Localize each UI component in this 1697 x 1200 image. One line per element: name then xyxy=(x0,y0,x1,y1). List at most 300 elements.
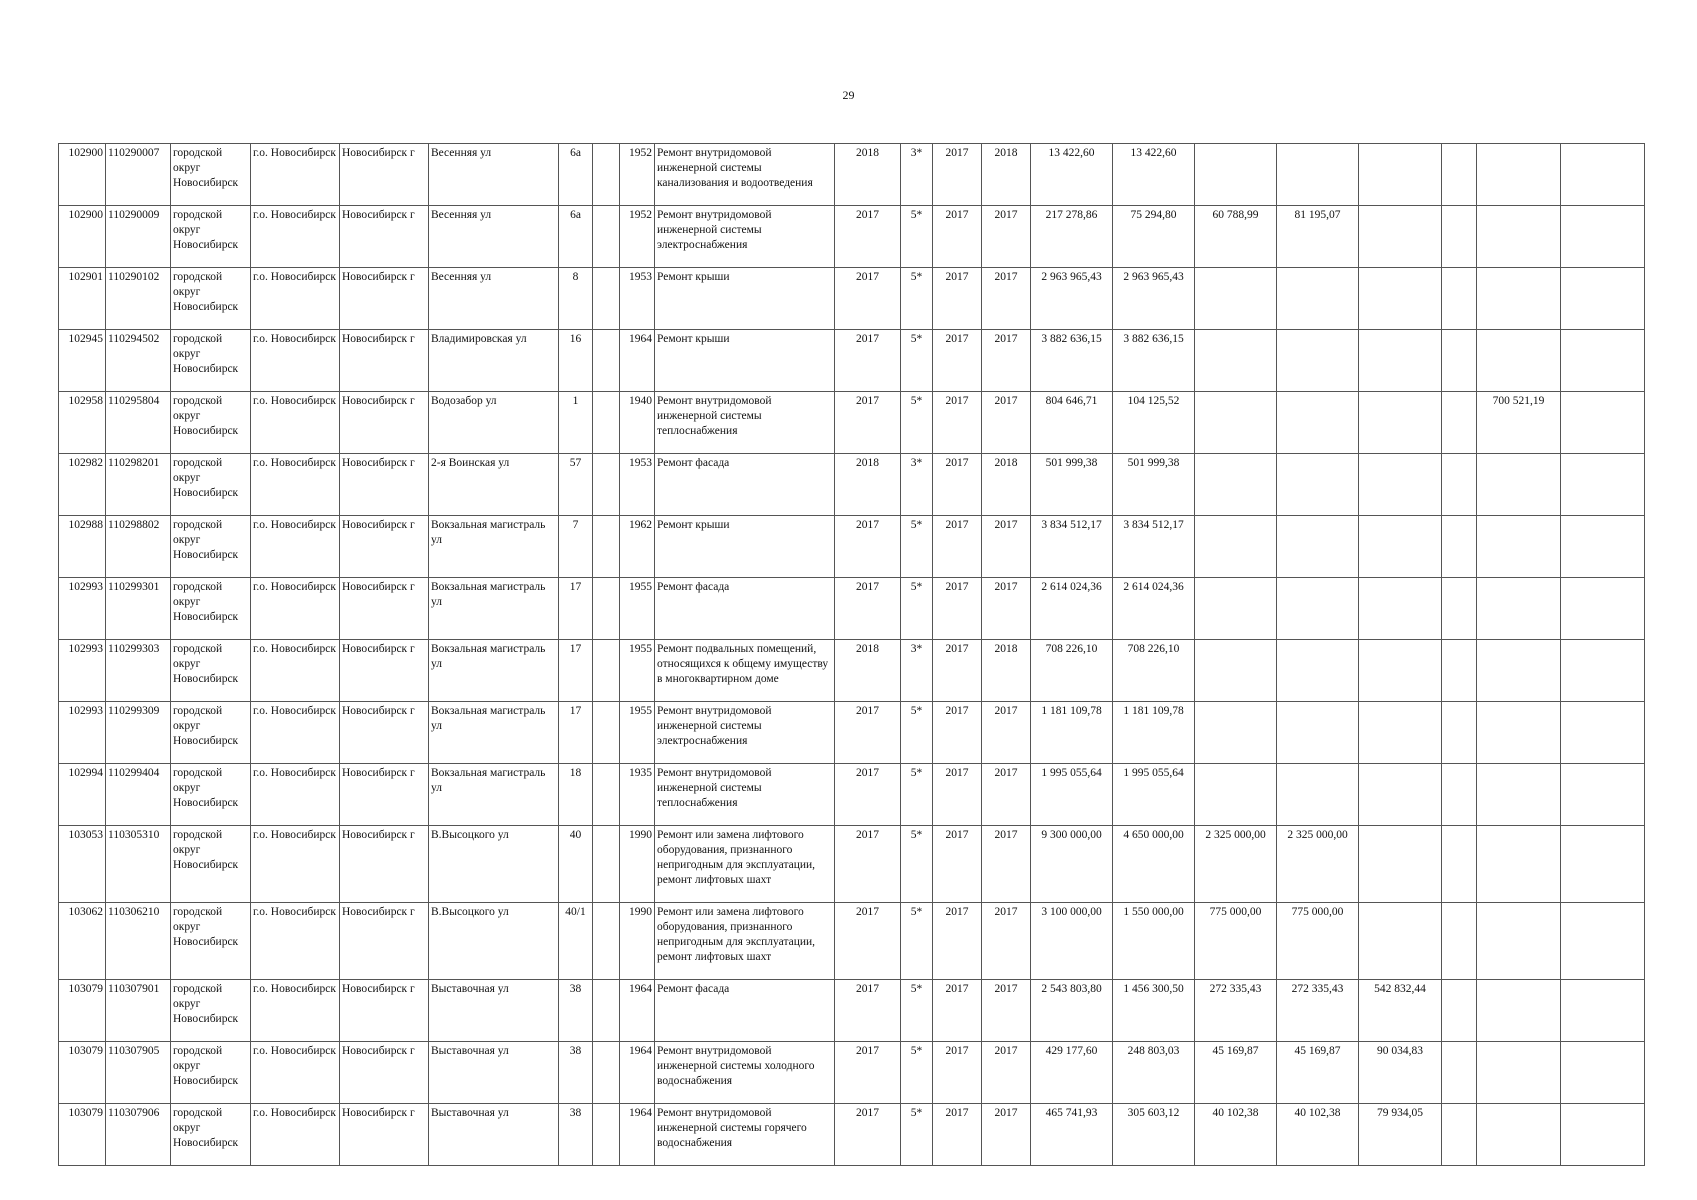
regional-amount-cell xyxy=(1277,764,1359,826)
owners-amount-cell xyxy=(1477,826,1561,903)
fund-amount-cell: 2 963 965,43 xyxy=(1113,268,1195,330)
period-start-cell: 2017 xyxy=(933,764,982,826)
urban-district-cell: г.о. Новосибирск xyxy=(251,980,340,1042)
build-year-cell: 1964 xyxy=(620,330,655,392)
settlement-cell: Новосибирск г xyxy=(340,980,429,1042)
total-cost-cell: 2 543 803,80 xyxy=(1031,980,1113,1042)
period-end-cell: 2017 xyxy=(982,1042,1031,1104)
period-end-cell: 2017 xyxy=(982,392,1031,454)
building-cell xyxy=(593,640,620,702)
work-code-cell: 110307906 xyxy=(106,1104,171,1166)
work-code-cell: 110290102 xyxy=(106,268,171,330)
house-number-cell: 17 xyxy=(559,640,593,702)
work-type-cell: Ремонт внутридомовой инженерной системы канализования и водоотведения xyxy=(655,144,835,206)
work-type-cell: Ремонт подвальных помещений, относящихся к общему имуществу в многоквартирном доме xyxy=(655,640,835,702)
settlement-cell: Новосибирск г xyxy=(340,826,429,903)
street-cell: Вокзальная магистраль ул xyxy=(429,640,559,702)
municipal-district-cell: городской округ Новосибирск xyxy=(171,578,251,640)
total-cost-cell: 3 834 512,17 xyxy=(1031,516,1113,578)
federal-amount-cell: 60 788,99 xyxy=(1195,206,1277,268)
federal-amount-cell xyxy=(1195,702,1277,764)
building-cell xyxy=(593,1042,620,1104)
house-code-cell: 103079 xyxy=(59,1042,106,1104)
street-cell: Вокзальная магистраль ул xyxy=(429,578,559,640)
house-number-cell: 40 xyxy=(559,826,593,903)
build-year-cell: 1964 xyxy=(620,1104,655,1166)
extra-amount-cell xyxy=(1442,206,1477,268)
extra-amount-cell xyxy=(1442,392,1477,454)
municipal-district-cell: городской округ Новосибирск xyxy=(171,144,251,206)
municipal-district-cell: городской округ Новосибирск xyxy=(171,268,251,330)
priority-cell: 5* xyxy=(901,702,933,764)
municipal-district-cell: городской округ Новосибирск xyxy=(171,640,251,702)
municipal-district-cell: городской округ Новосибирск xyxy=(171,903,251,980)
urban-district-cell: г.о. Новосибирск xyxy=(251,330,340,392)
house-code-cell: 103079 xyxy=(59,1104,106,1166)
period-start-cell: 2017 xyxy=(933,330,982,392)
local-amount-cell xyxy=(1359,454,1442,516)
building-cell xyxy=(593,206,620,268)
local-amount-cell xyxy=(1359,640,1442,702)
settlement-cell: Новосибирск г xyxy=(340,268,429,330)
settlement-cell: Новосибирск г xyxy=(340,640,429,702)
table-row xyxy=(59,702,1645,764)
total-cost-cell: 9 300 000,00 xyxy=(1031,826,1113,903)
period-end-cell: 2017 xyxy=(982,206,1031,268)
work-code-cell: 110299303 xyxy=(106,640,171,702)
street-cell: Вокзальная магистраль ул xyxy=(429,764,559,826)
period-start-cell: 2017 xyxy=(933,392,982,454)
plan-year-cell: 2017 xyxy=(835,516,901,578)
local-amount-cell xyxy=(1359,268,1442,330)
table-row xyxy=(59,903,1645,980)
extra-amount-cell xyxy=(1442,903,1477,980)
house-number-cell: 16 xyxy=(559,330,593,392)
other-amount-cell xyxy=(1561,206,1645,268)
fund-amount-cell: 305 603,12 xyxy=(1113,1104,1195,1166)
municipal-district-cell: городской округ Новосибирск xyxy=(171,826,251,903)
regional-amount-cell xyxy=(1277,330,1359,392)
regional-amount-cell xyxy=(1277,454,1359,516)
plan-year-cell: 2017 xyxy=(835,702,901,764)
extra-amount-cell xyxy=(1442,980,1477,1042)
building-cell xyxy=(593,980,620,1042)
house-number-cell: 57 xyxy=(559,454,593,516)
work-type-cell: Ремонт внутридомовой инженерной системы электроснабжения xyxy=(655,206,835,268)
table-row xyxy=(59,1104,1645,1166)
house-number-cell: 18 xyxy=(559,764,593,826)
regional-amount-cell: 272 335,43 xyxy=(1277,980,1359,1042)
federal-amount-cell xyxy=(1195,144,1277,206)
work-type-cell: Ремонт фасада xyxy=(655,980,835,1042)
work-code-cell: 110294502 xyxy=(106,330,171,392)
plan-year-cell: 2017 xyxy=(835,764,901,826)
priority-cell: 5* xyxy=(901,903,933,980)
regional-amount-cell: 45 169,87 xyxy=(1277,1042,1359,1104)
settlement-cell: Новосибирск г xyxy=(340,764,429,826)
priority-cell: 3* xyxy=(901,144,933,206)
federal-amount-cell xyxy=(1195,392,1277,454)
regional-amount-cell: 81 195,07 xyxy=(1277,206,1359,268)
local-amount-cell xyxy=(1359,826,1442,903)
owners-amount-cell: 700 521,19 xyxy=(1477,392,1561,454)
house-code-cell: 102993 xyxy=(59,702,106,764)
period-start-cell: 2017 xyxy=(933,1104,982,1166)
settlement-cell: Новосибирск г xyxy=(340,1104,429,1166)
owners-amount-cell xyxy=(1477,268,1561,330)
street-cell: Выставочная ул xyxy=(429,980,559,1042)
fund-amount-cell: 13 422,60 xyxy=(1113,144,1195,206)
extra-amount-cell xyxy=(1442,454,1477,516)
street-cell: Владимировская ул xyxy=(429,330,559,392)
settlement-cell: Новосибирск г xyxy=(340,454,429,516)
period-end-cell: 2017 xyxy=(982,330,1031,392)
fund-amount-cell: 1 456 300,50 xyxy=(1113,980,1195,1042)
plan-year-cell: 2017 xyxy=(835,1042,901,1104)
owners-amount-cell xyxy=(1477,516,1561,578)
priority-cell: 5* xyxy=(901,1104,933,1166)
plan-year-cell: 2017 xyxy=(835,578,901,640)
regional-amount-cell xyxy=(1277,392,1359,454)
other-amount-cell xyxy=(1561,826,1645,903)
settlement-cell: Новосибирск г xyxy=(340,330,429,392)
house-number-cell: 6а xyxy=(559,206,593,268)
period-start-cell: 2017 xyxy=(933,454,982,516)
work-code-cell: 110307901 xyxy=(106,980,171,1042)
street-cell: Вокзальная магистраль ул xyxy=(429,702,559,764)
local-amount-cell xyxy=(1359,903,1442,980)
street-cell: Весенняя ул xyxy=(429,268,559,330)
settlement-cell: Новосибирск г xyxy=(340,206,429,268)
federal-amount-cell xyxy=(1195,764,1277,826)
total-cost-cell: 13 422,60 xyxy=(1031,144,1113,206)
municipal-district-cell: городской округ Новосибирск xyxy=(171,392,251,454)
fund-amount-cell: 1 550 000,00 xyxy=(1113,903,1195,980)
extra-amount-cell xyxy=(1442,640,1477,702)
house-number-cell: 38 xyxy=(559,1104,593,1166)
building-cell xyxy=(593,826,620,903)
work-type-cell: Ремонт внутридомовой инженерной системы теплоснабжения xyxy=(655,764,835,826)
total-cost-cell: 3 100 000,00 xyxy=(1031,903,1113,980)
building-cell xyxy=(593,1104,620,1166)
plan-year-cell: 2017 xyxy=(835,330,901,392)
plan-year-cell: 2017 xyxy=(835,392,901,454)
work-type-cell: Ремонт крыши xyxy=(655,268,835,330)
period-start-cell: 2017 xyxy=(933,516,982,578)
house-code-cell: 102993 xyxy=(59,578,106,640)
fund-amount-cell: 1 181 109,78 xyxy=(1113,702,1195,764)
settlement-cell: Новосибирск г xyxy=(340,516,429,578)
period-end-cell: 2017 xyxy=(982,903,1031,980)
building-cell xyxy=(593,702,620,764)
total-cost-cell: 501 999,38 xyxy=(1031,454,1113,516)
table-row xyxy=(59,206,1645,268)
house-number-cell: 38 xyxy=(559,980,593,1042)
build-year-cell: 1952 xyxy=(620,144,655,206)
period-end-cell: 2017 xyxy=(982,764,1031,826)
build-year-cell: 1955 xyxy=(620,640,655,702)
period-start-cell: 2017 xyxy=(933,826,982,903)
urban-district-cell: г.о. Новосибирск xyxy=(251,640,340,702)
table-row xyxy=(59,1042,1645,1104)
municipal-district-cell: городской округ Новосибирск xyxy=(171,206,251,268)
table-row xyxy=(59,268,1645,330)
local-amount-cell xyxy=(1359,764,1442,826)
fund-amount-cell: 2 614 024,36 xyxy=(1113,578,1195,640)
other-amount-cell xyxy=(1561,268,1645,330)
street-cell: Весенняя ул xyxy=(429,206,559,268)
municipal-district-cell: городской округ Новосибирск xyxy=(171,1042,251,1104)
settlement-cell: Новосибирск г xyxy=(340,392,429,454)
building-cell xyxy=(593,578,620,640)
local-amount-cell xyxy=(1359,516,1442,578)
work-type-cell: Ремонт фасада xyxy=(655,454,835,516)
build-year-cell: 1953 xyxy=(620,454,655,516)
house-code-cell: 102988 xyxy=(59,516,106,578)
municipal-district-cell: городской округ Новосибирск xyxy=(171,980,251,1042)
settlement-cell: Новосибирск г xyxy=(340,144,429,206)
table-row xyxy=(59,144,1645,206)
table-row xyxy=(59,392,1645,454)
period-start-cell: 2017 xyxy=(933,980,982,1042)
total-cost-cell: 804 646,71 xyxy=(1031,392,1113,454)
build-year-cell: 1953 xyxy=(620,268,655,330)
building-cell xyxy=(593,268,620,330)
work-type-cell: Ремонт внутридомовой инженерной системы теплоснабжения xyxy=(655,392,835,454)
urban-district-cell: г.о. Новосибирск xyxy=(251,702,340,764)
regional-amount-cell: 40 102,38 xyxy=(1277,1104,1359,1166)
urban-district-cell: г.о. Новосибирск xyxy=(251,1042,340,1104)
owners-amount-cell xyxy=(1477,144,1561,206)
priority-cell: 3* xyxy=(901,640,933,702)
urban-district-cell: г.о. Новосибирск xyxy=(251,516,340,578)
fund-amount-cell: 248 803,03 xyxy=(1113,1042,1195,1104)
municipal-district-cell: городской округ Новосибирск xyxy=(171,764,251,826)
total-cost-cell: 2 963 965,43 xyxy=(1031,268,1113,330)
plan-year-cell: 2017 xyxy=(835,826,901,903)
other-amount-cell xyxy=(1561,702,1645,764)
regional-amount-cell xyxy=(1277,578,1359,640)
federal-amount-cell xyxy=(1195,268,1277,330)
build-year-cell: 1955 xyxy=(620,702,655,764)
street-cell: Водозабор ул xyxy=(429,392,559,454)
house-number-cell: 6а xyxy=(559,144,593,206)
urban-district-cell: г.о. Новосибирск xyxy=(251,206,340,268)
other-amount-cell xyxy=(1561,516,1645,578)
period-start-cell: 2017 xyxy=(933,268,982,330)
urban-district-cell: г.о. Новосибирск xyxy=(251,903,340,980)
municipal-district-cell: городской округ Новосибирск xyxy=(171,454,251,516)
build-year-cell: 1964 xyxy=(620,980,655,1042)
plan-year-cell: 2017 xyxy=(835,1104,901,1166)
settlement-cell: Новосибирск г xyxy=(340,1042,429,1104)
priority-cell: 5* xyxy=(901,330,933,392)
priority-cell: 5* xyxy=(901,392,933,454)
federal-amount-cell: 2 325 000,00 xyxy=(1195,826,1277,903)
work-type-cell: Ремонт или замена лифтового оборудования, признанного непригодным для эксплуатации, ремонт лифтовых шахт xyxy=(655,826,835,903)
owners-amount-cell xyxy=(1477,578,1561,640)
house-code-cell: 103079 xyxy=(59,980,106,1042)
fund-amount-cell: 75 294,80 xyxy=(1113,206,1195,268)
municipal-district-cell: городской округ Новосибирск xyxy=(171,330,251,392)
federal-amount-cell: 272 335,43 xyxy=(1195,980,1277,1042)
other-amount-cell xyxy=(1561,330,1645,392)
other-amount-cell xyxy=(1561,764,1645,826)
total-cost-cell: 708 226,10 xyxy=(1031,640,1113,702)
total-cost-cell: 429 177,60 xyxy=(1031,1042,1113,1104)
owners-amount-cell xyxy=(1477,640,1561,702)
house-number-cell: 40/1 xyxy=(559,903,593,980)
period-end-cell: 2017 xyxy=(982,578,1031,640)
regional-amount-cell: 2 325 000,00 xyxy=(1277,826,1359,903)
street-cell: В.Высоцкого ул xyxy=(429,903,559,980)
urban-district-cell: г.о. Новосибирск xyxy=(251,578,340,640)
urban-district-cell: г.о. Новосибирск xyxy=(251,392,340,454)
work-code-cell: 110307905 xyxy=(106,1042,171,1104)
work-code-cell: 110305310 xyxy=(106,826,171,903)
house-code-cell: 102958 xyxy=(59,392,106,454)
period-start-cell: 2017 xyxy=(933,578,982,640)
extra-amount-cell xyxy=(1442,826,1477,903)
fund-amount-cell: 501 999,38 xyxy=(1113,454,1195,516)
building-cell xyxy=(593,516,620,578)
owners-amount-cell xyxy=(1477,764,1561,826)
period-start-cell: 2017 xyxy=(933,702,982,764)
total-cost-cell: 465 741,93 xyxy=(1031,1104,1113,1166)
extra-amount-cell xyxy=(1442,268,1477,330)
local-amount-cell xyxy=(1359,702,1442,764)
other-amount-cell xyxy=(1561,980,1645,1042)
table-row xyxy=(59,516,1645,578)
plan-year-cell: 2018 xyxy=(835,640,901,702)
build-year-cell: 1952 xyxy=(620,206,655,268)
house-number-cell: 8 xyxy=(559,268,593,330)
street-cell: В.Высоцкого ул xyxy=(429,826,559,903)
total-cost-cell: 2 614 024,36 xyxy=(1031,578,1113,640)
other-amount-cell xyxy=(1561,1104,1645,1166)
fund-amount-cell: 3 882 636,15 xyxy=(1113,330,1195,392)
build-year-cell: 1990 xyxy=(620,903,655,980)
table-row xyxy=(59,330,1645,392)
federal-amount-cell: 45 169,87 xyxy=(1195,1042,1277,1104)
build-year-cell: 1990 xyxy=(620,826,655,903)
table-row xyxy=(59,826,1645,903)
settlement-cell: Новосибирск г xyxy=(340,578,429,640)
period-end-cell: 2017 xyxy=(982,980,1031,1042)
period-end-cell: 2018 xyxy=(982,144,1031,206)
house-code-cell: 102945 xyxy=(59,330,106,392)
work-type-cell: Ремонт крыши xyxy=(655,330,835,392)
regional-amount-cell xyxy=(1277,268,1359,330)
total-cost-cell: 1 181 109,78 xyxy=(1031,702,1113,764)
work-type-cell: Ремонт или замена лифтового оборудования, признанного непригодным для эксплуатации, ремонт лифтовых шахт xyxy=(655,903,835,980)
priority-cell: 5* xyxy=(901,268,933,330)
extra-amount-cell xyxy=(1442,764,1477,826)
work-code-cell: 110298201 xyxy=(106,454,171,516)
other-amount-cell xyxy=(1561,578,1645,640)
priority-cell: 5* xyxy=(901,516,933,578)
fund-amount-cell: 708 226,10 xyxy=(1113,640,1195,702)
federal-amount-cell xyxy=(1195,640,1277,702)
urban-district-cell: г.о. Новосибирск xyxy=(251,454,340,516)
table-row xyxy=(59,764,1645,826)
extra-amount-cell xyxy=(1442,330,1477,392)
house-code-cell: 102982 xyxy=(59,454,106,516)
house-number-cell: 38 xyxy=(559,1042,593,1104)
local-amount-cell: 542 832,44 xyxy=(1359,980,1442,1042)
period-end-cell: 2018 xyxy=(982,640,1031,702)
plan-year-cell: 2018 xyxy=(835,144,901,206)
build-year-cell: 1964 xyxy=(620,1042,655,1104)
period-start-cell: 2017 xyxy=(933,903,982,980)
settlement-cell: Новосибирск г xyxy=(340,903,429,980)
federal-amount-cell xyxy=(1195,454,1277,516)
work-code-cell: 110295804 xyxy=(106,392,171,454)
house-code-cell: 102994 xyxy=(59,764,106,826)
extra-amount-cell xyxy=(1442,1104,1477,1166)
priority-cell: 5* xyxy=(901,826,933,903)
house-code-cell: 102900 xyxy=(59,206,106,268)
urban-district-cell: г.о. Новосибирск xyxy=(251,144,340,206)
urban-district-cell: г.о. Новосибирск xyxy=(251,764,340,826)
other-amount-cell xyxy=(1561,392,1645,454)
street-cell: Выставочная ул xyxy=(429,1104,559,1166)
work-code-cell: 110306210 xyxy=(106,903,171,980)
other-amount-cell xyxy=(1561,640,1645,702)
work-code-cell: 110290007 xyxy=(106,144,171,206)
other-amount-cell xyxy=(1561,903,1645,980)
federal-amount-cell xyxy=(1195,330,1277,392)
local-amount-cell xyxy=(1359,578,1442,640)
building-cell xyxy=(593,903,620,980)
owners-amount-cell xyxy=(1477,454,1561,516)
local-amount-cell xyxy=(1359,144,1442,206)
plan-year-cell: 2017 xyxy=(835,980,901,1042)
owners-amount-cell xyxy=(1477,206,1561,268)
build-year-cell: 1935 xyxy=(620,764,655,826)
extra-amount-cell xyxy=(1442,144,1477,206)
priority-cell: 5* xyxy=(901,980,933,1042)
regional-amount-cell xyxy=(1277,144,1359,206)
building-cell xyxy=(593,392,620,454)
owners-amount-cell xyxy=(1477,1042,1561,1104)
plan-year-cell: 2017 xyxy=(835,903,901,980)
work-code-cell: 110298802 xyxy=(106,516,171,578)
urban-district-cell: г.о. Новосибирск xyxy=(251,268,340,330)
regional-amount-cell xyxy=(1277,516,1359,578)
work-type-cell: Ремонт крыши xyxy=(655,516,835,578)
period-start-cell: 2017 xyxy=(933,640,982,702)
priority-cell: 5* xyxy=(901,764,933,826)
period-end-cell: 2017 xyxy=(982,826,1031,903)
plan-year-cell: 2018 xyxy=(835,454,901,516)
building-cell xyxy=(593,144,620,206)
urban-district-cell: г.о. Новосибирск xyxy=(251,1104,340,1166)
period-end-cell: 2017 xyxy=(982,268,1031,330)
period-end-cell: 2017 xyxy=(982,702,1031,764)
owners-amount-cell xyxy=(1477,330,1561,392)
other-amount-cell xyxy=(1561,1042,1645,1104)
house-number-cell: 1 xyxy=(559,392,593,454)
owners-amount-cell xyxy=(1477,1104,1561,1166)
federal-amount-cell: 40 102,38 xyxy=(1195,1104,1277,1166)
period-end-cell: 2017 xyxy=(982,516,1031,578)
house-code-cell: 102900 xyxy=(59,144,106,206)
street-cell: Весенняя ул xyxy=(429,144,559,206)
street-cell: Выставочная ул xyxy=(429,1042,559,1104)
priority-cell: 5* xyxy=(901,578,933,640)
build-year-cell: 1955 xyxy=(620,578,655,640)
